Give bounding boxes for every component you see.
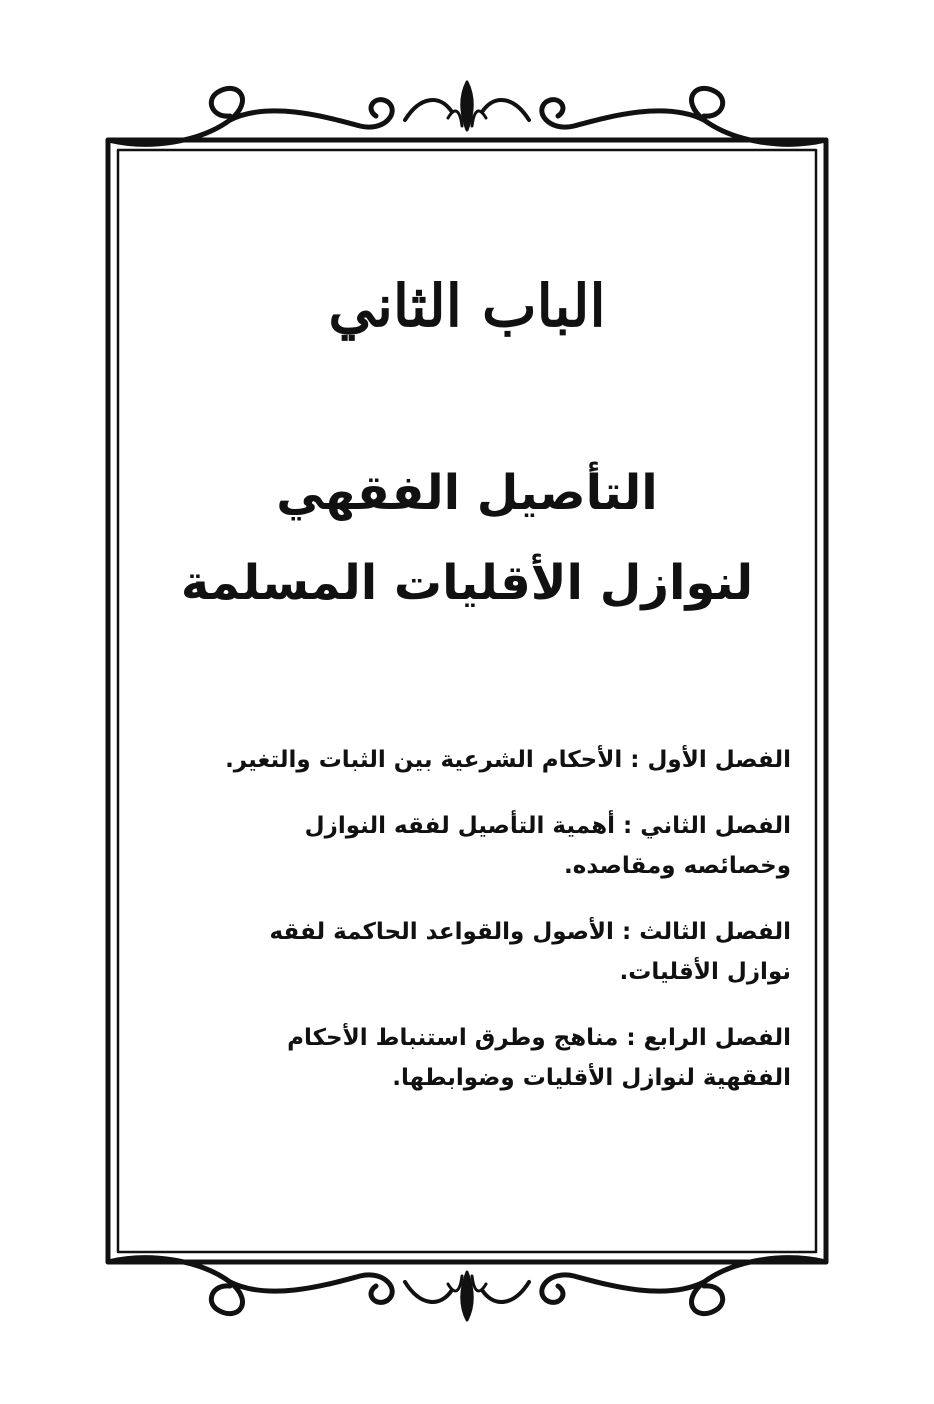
main-title xyxy=(0,448,934,628)
chapter-text: الأحكام الشرعية بين الثبات والتغير. xyxy=(225,747,623,773)
chapter-separator: : xyxy=(613,919,632,945)
chapter-item xyxy=(225,740,791,780)
chapter-list xyxy=(225,740,791,1124)
chapter-label: الفصل الثاني xyxy=(640,813,791,839)
chapter-label: الفصل الأول xyxy=(647,747,791,773)
chapter-item xyxy=(225,912,791,992)
chapter-label: الفصل الثالث xyxy=(639,919,791,945)
chapter-separator: : xyxy=(622,747,640,773)
bottom-scroll-ornament xyxy=(108,1258,826,1320)
top-scroll-ornament xyxy=(108,82,826,144)
chapter-text: أهمية التأصيل لفقه النوازل وخصائصه ومقاصده. xyxy=(304,813,791,879)
chapter-label: الفصل الرابع xyxy=(643,1025,791,1051)
chapter-separator: : xyxy=(618,1025,636,1051)
chapter-separator: : xyxy=(615,813,633,839)
chapter-text: الأصول والقواعد الحاكمة لفقه نوازل الأقليات. xyxy=(269,919,791,985)
part-title: الباب الثاني xyxy=(328,272,606,340)
main-title-line-1: التأصيل الفقهي xyxy=(276,465,658,521)
main-title-line-2: لنوازل الأقليات المسلمة xyxy=(180,555,754,611)
chapter-text: مناهج وطرق استنباط الأحكام الفقهية لنوازل الأقليات وضوابطها. xyxy=(287,1025,791,1091)
chapter-item xyxy=(225,806,791,886)
chapter-item xyxy=(225,1018,791,1098)
